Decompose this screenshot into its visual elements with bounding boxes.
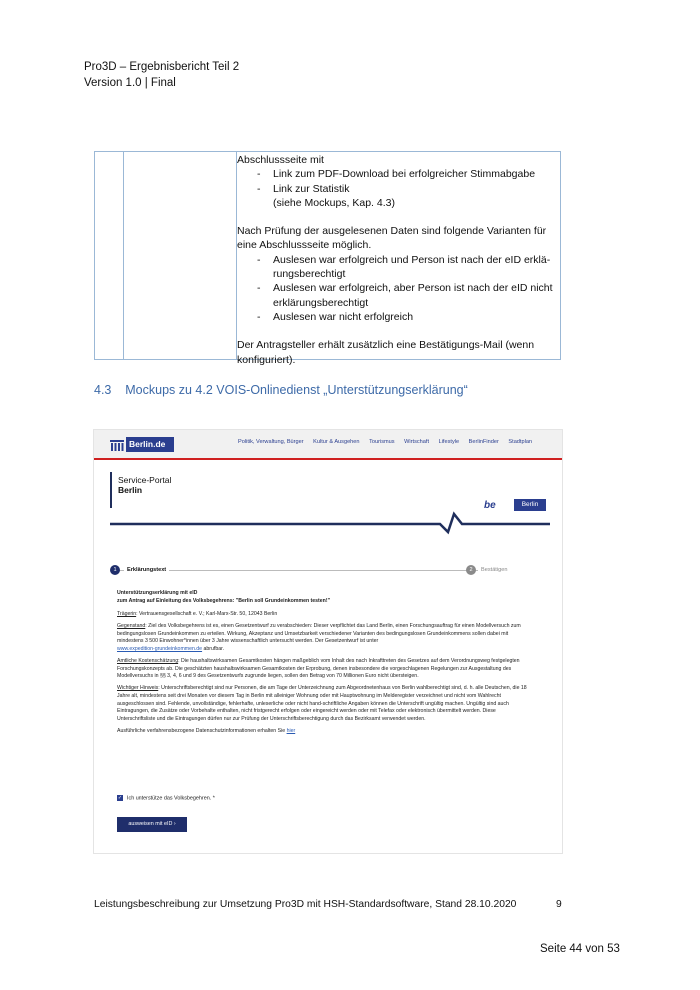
declaration-subheading: zum Antrag auf Einleitung des Volksbegehrens: "Berlin soll Grundeinkommen testen!" — [117, 597, 331, 604]
footer-page-number: 9 — [556, 899, 562, 910]
nav-item-tourismus[interactable]: Tourismus — [369, 439, 395, 445]
list-item: - Link zum PDF-Download bei erfolgreicher Stimmabgabe — [257, 168, 536, 181]
nav-item-wirtschaft[interactable]: Wirtschaft — [404, 439, 430, 445]
table-paragraph: Nach Prüfung der ausgelesenen Daten sind folgende Varianten für — [237, 225, 547, 238]
hinweis-paragraph: Wichtiger Hinweis: Unterschriftsberechtigt sind nur Personen, die am Tage der Unterzeichnung zum Abgeordnetenhaus von Berlin wahlberechtigt sind, d. h. alle Deutschen, die 18 Jahre alt, mindestens seit drei Monaten vor diesem Tag in Berlin mit alleiniger Wohnung oder mit Hauptwohnung im Melderegister verzeichnet und nicht vom Wahlrecht ausgeschlossen sind. Fehlende, unvollständige, fehlerhafte, unleserliche oder nicht hand-schriftliche Angaben können die Unterschrift ungültig machen. Ungültig sind auch Eintragungen, die Zusätze oder Vorbehalte enthalten, nicht fristgerecht erfolgen oder eingereicht werden oder mit Telefax oder elektronisch übermittelt werden. Diese Unterschriftsliste und die Eintragungen dürfen nur zur Prüfung der Unterschriftsberechtigung durch das Bezirksamt verwendet werden. — [117, 685, 527, 722]
portal-divider-zigzag — [110, 510, 550, 538]
list-item: - Auslesen war nicht erfolgreich — [257, 310, 414, 323]
list-item: rungsberechtigt — [273, 268, 346, 281]
portal-accent-bar — [110, 472, 112, 508]
step-1-label: Erklärungstext — [124, 567, 169, 573]
support-checkbox-row[interactable] — [117, 795, 215, 801]
list-item: - Auslesen war erfolgreich und Person ist nach der eID erklä- — [257, 253, 551, 266]
datenschutz-link[interactable]: hier — [286, 727, 296, 734]
step-2-label: Bestätigen — [478, 567, 510, 573]
support-checkbox-label: Ich unterstütze das Volksbegehren. * — [127, 795, 215, 802]
gegenstand-paragraph: Gegenstand: Ziel des Volksbegehrens ist es, einen Gesetzentwurf zu verabschieden: Dieser verpflichtet das Land Berlin, einen Forschungsauftrag für einen Modellversuch zum bedingungslosen Grundeinkommen zu erteilen. Wirkung, Akzeptanz und Umsetzbarkeit verschiedener Varianten des bedingungslosen Grundeinkommens sollen dabei mit mindestens 3 500 Einwohner*innen über 3 Jahre wissenschaftlich untersucht werden. Der Gesetzentwurf ist unter www.expedition-grundeinkommen.de abrufbar. — [117, 623, 521, 653]
declaration-heading: Unterstützungserklärung mit eID — [117, 590, 198, 596]
table-intro: Abschlussseite mit — [237, 154, 324, 166]
step-1-indicator: 1 — [110, 565, 120, 575]
be-berlin-logo: be Berlin — [484, 499, 554, 513]
table-cell-label — [123, 152, 237, 359]
document-title: Pro3D – Ergebnisbericht Teil 2 — [84, 61, 240, 73]
list-item: - Auslesen war erfolgreich, aber Person ist nach der eID nicht — [257, 282, 553, 295]
nav-item-stadtplan[interactable]: Stadtplan — [508, 439, 533, 445]
progress-line — [116, 570, 478, 571]
document-version: Version 1.0 | Final — [84, 77, 176, 89]
table-paragraph: Der Antragsteller erhält zusätzlich eine Bestätigungs-Mail (wenn — [237, 339, 535, 352]
mockup-screenshot — [94, 430, 562, 853]
table-cell-description — [237, 153, 557, 367]
declaration-content — [117, 590, 535, 740]
section-heading: 4.3 Mockups zu 4.2 VOIS-Onlinedienst „Unterstützungserklärung“ — [94, 383, 468, 397]
berlin-logo-icon — [110, 440, 124, 451]
table-cell-number — [95, 152, 124, 359]
datenschutz-paragraph: Ausführliche verfahrensbezogene Datenschutzinformationen erhalten Sie hier — [117, 727, 296, 734]
list-item: - Link zur Statistik — [257, 182, 350, 195]
nav-item-kultur[interactable]: Kultur & Ausgehen — [313, 439, 360, 445]
berlin-logo-text: Berlin.de — [126, 437, 174, 452]
footer-text: Leistungsbeschreibung zur Umsetzung Pro3D mit HSH-Standardsoftware, Stand 28.10.2020 — [94, 899, 517, 910]
berlin-logo[interactable] — [110, 437, 174, 452]
nav-item-berlinfinder[interactable]: BerlinFinder — [468, 439, 499, 445]
support-checkbox[interactable]: ✓ — [117, 795, 123, 801]
ausweisen-mit-eid-button[interactable]: ausweisen mit eID › — [117, 817, 187, 832]
requirements-table — [94, 151, 561, 366]
step-2-indicator: 2 — [466, 565, 476, 575]
expedition-link[interactable]: www.expedition-grundeinkommen.de — [117, 646, 203, 653]
portal-title-line2: Berlin — [118, 485, 143, 495]
list-item: erklärungsberechtigt — [273, 296, 369, 309]
progress-steps — [110, 565, 510, 579]
table-paragraph: konfiguriert). — [237, 353, 296, 366]
page-counter: Seite 44 von 53 — [540, 943, 620, 955]
nav-item-politik[interactable]: Politik, Verwaltung, Bürger — [238, 439, 304, 445]
table-paragraph: eine Abschlussseite möglich. — [237, 239, 372, 252]
berlin-top-bar — [94, 430, 562, 460]
traegerin-paragraph: Trägerin: Vertrauensgesellschaft e. V.; Karl-Marx-Str. 50, 12043 Berlin — [117, 611, 278, 618]
top-navigation — [230, 439, 532, 445]
portal-title-line1: Service-Portal — [118, 475, 172, 485]
list-item-note: (siehe Mockups, Kap. 4.3) — [273, 196, 395, 209]
nav-item-lifestyle[interactable]: Lifestyle — [438, 439, 460, 445]
kosten-paragraph: Amtliche Kostenschätzung: Die haushaltswirksamen Gesamtkosten hängen maßgeblich vom Inhalt des nach Inkrafttreten des Gesetzes auf dem Verordnungsweg festgelegten Forschungskonzepts ab. Die geschätzten haushaltswirksamen Gesamtkosten der Erprobung, denen insbesondere die vorgeschlagenen Regelungen zur Ausgestaltung des Modellversuchs in §§ 3, 4, 6 und 9 des Gesetzentwurfs zugrunde liegen, sollen den Betrag von 70 Millionen Euro nicht übersteigen. — [117, 658, 520, 680]
